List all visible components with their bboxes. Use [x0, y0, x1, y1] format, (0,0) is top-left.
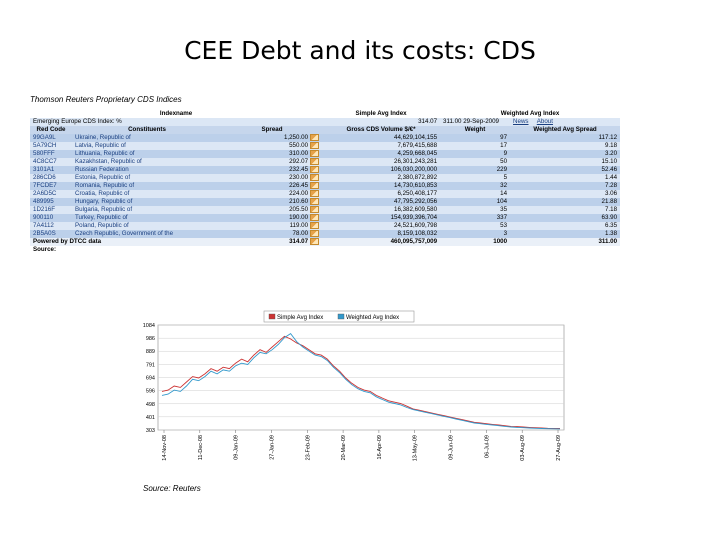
constituent-cell: Kazakhstan, Republic of — [72, 158, 222, 166]
spread-cell: 230.00 — [222, 174, 322, 182]
cds-chart — [132, 308, 578, 480]
cds-index-table — [30, 110, 620, 254]
chart-legend — [264, 311, 414, 322]
spread-cell: 119.00 — [222, 222, 322, 230]
constituent-cell: Estonia, Republic of — [72, 174, 222, 182]
index-weighted-value: 311.00 29-Sep-2009 — [440, 118, 510, 126]
x-tick-label: 16-Apr-09 — [376, 435, 383, 460]
volume-cell: 6,250,408,177 — [322, 190, 440, 198]
index-row — [30, 118, 620, 126]
y-tick-label: 1084 — [142, 323, 155, 329]
table-row — [30, 230, 620, 238]
volume-cell: 4,259,668,045 — [322, 150, 440, 158]
col-weight: Weight — [440, 126, 510, 134]
about-link[interactable]: About — [536, 117, 553, 125]
spread-cell: 190.00 — [222, 214, 322, 222]
mini-chart-icon[interactable] — [310, 238, 319, 245]
legend-label-weighted: Weighted Avg Index — [346, 315, 400, 321]
table-row — [30, 182, 620, 190]
total-label: Powered by DTCC data — [30, 238, 222, 246]
col-weighted-spread: Weighted Avg Spread — [510, 126, 620, 134]
constituent-cell: Ukraine, Republic of — [72, 134, 222, 142]
table-row — [30, 198, 620, 206]
col-constituents: Constituents — [72, 126, 222, 134]
table-row — [30, 174, 620, 182]
x-tick-label: 14-Nov-08 — [162, 435, 168, 461]
volume-cell: 8,159,108,032 — [322, 230, 440, 238]
table-footnote: Source: — [33, 246, 57, 254]
x-tick-label: 20-Mar-09 — [341, 435, 348, 461]
y-tick-label: 401 — [145, 414, 155, 421]
weight-cell: 14 — [440, 190, 510, 198]
weighted-spread-cell: 1.44 — [510, 174, 620, 182]
weighted-spread-cell: 3.06 — [510, 190, 620, 198]
red-code-cell: 2A6D5C — [30, 190, 72, 198]
table-row — [30, 214, 620, 222]
constituent-cell: Hungary, Republic of — [72, 198, 222, 206]
y-tick-label: 303 — [145, 428, 155, 434]
total-volume: 460,095,757,009 — [322, 238, 440, 246]
table-row — [30, 150, 620, 158]
weighted-spread-cell: 6.35 — [510, 222, 620, 230]
weight-cell: 17 — [440, 142, 510, 150]
x-tick-label: 09-Jun-09 — [448, 435, 455, 460]
table-row — [30, 206, 620, 214]
weighted-spread-cell: 63.90 — [510, 214, 620, 222]
x-tick-label: 23-Feb-09 — [305, 435, 312, 461]
volume-cell: 16,382,609,580 — [322, 206, 440, 214]
total-row — [30, 238, 620, 246]
weighted-spread-cell: 9.18 — [510, 142, 620, 150]
weight-cell: 32 — [440, 182, 510, 190]
col-volume: Gross CDS Volume $/€* — [322, 126, 440, 134]
red-code-cell: 489995 — [30, 198, 72, 206]
mini-chart-icon[interactable] — [310, 206, 319, 213]
spread-cell: 1,250.00 — [222, 134, 322, 142]
column-header-row — [30, 126, 620, 134]
x-tick-label: 27-Jan-09 — [269, 435, 276, 460]
volume-cell: 154,939,396,704 — [322, 214, 440, 222]
spread-cell: 224.00 — [222, 190, 322, 198]
table-row — [30, 134, 620, 142]
total-weighted-spread: 311.00 — [510, 238, 620, 246]
weight-cell: 97 — [440, 134, 510, 142]
volume-cell: 14,730,610,853 — [322, 182, 440, 190]
weighted-avg-header: Weighted Avg Index — [440, 110, 620, 118]
volume-cell: 106,030,200,000 — [322, 166, 440, 174]
mini-chart-icon[interactable] — [310, 142, 319, 149]
spread-cell: 210.60 — [222, 198, 322, 206]
volume-cell: 7,679,415,688 — [322, 142, 440, 150]
weight-cell: 35 — [440, 206, 510, 214]
spread-cell: 226.45 — [222, 182, 322, 190]
legend-swatch-weighted — [338, 314, 344, 319]
x-tick-label: 06-Jul-09 — [484, 435, 491, 458]
red-code-cell: 286CD6 — [30, 174, 72, 182]
mini-chart-icon[interactable] — [310, 150, 319, 157]
y-tick-label: 694 — [145, 375, 155, 382]
mini-chart-icon[interactable] — [310, 134, 319, 141]
x-tick-label: 03-Aug-09 — [520, 435, 527, 461]
red-code-cell: 2B5A0S — [30, 230, 72, 238]
index-links — [510, 118, 620, 126]
weight-cell: 104 — [440, 198, 510, 206]
table-row — [30, 166, 620, 174]
mini-chart-icon[interactable] — [310, 190, 319, 197]
weight-cell: 337 — [440, 214, 510, 222]
constituent-cell: Latvia, Republic of — [72, 142, 222, 150]
spread-cell: 205.50 — [222, 206, 322, 214]
weight-cell: 9 — [440, 150, 510, 158]
red-code-cell: 99GA9L — [30, 134, 72, 142]
mini-chart-icon[interactable] — [310, 174, 319, 181]
red-code-cell: 580FFF — [30, 150, 72, 158]
red-code-cell: 1D216F — [30, 206, 72, 214]
mini-chart-icon[interactable] — [310, 222, 319, 229]
spread-cell: 292.07 — [222, 158, 322, 166]
weighted-spread-cell: 1.38 — [510, 230, 620, 238]
volume-cell: 2,380,872,892 — [322, 174, 440, 182]
red-code-cell: 7A4112 — [30, 222, 72, 230]
mini-chart-icon[interactable] — [310, 182, 319, 189]
weight-cell: 229 — [440, 166, 510, 174]
constituent-cell: Lithuania, Republic of — [72, 150, 222, 158]
legend-label-simple: Simple Avg Index — [277, 315, 324, 321]
spread-cell: 78.00 — [222, 230, 322, 238]
constituent-cell: Romania, Republic of — [72, 182, 222, 190]
table-row — [30, 142, 620, 150]
simple-avg-header: Simple Avg Index — [322, 110, 440, 118]
constituent-cell: Turkey, Republic of — [72, 214, 222, 222]
x-tick-label: 27-Aug-09 — [556, 435, 562, 461]
red-code-cell: 4C8CC7 — [30, 158, 72, 166]
total-spread: 314.07 — [222, 238, 322, 246]
red-code-cell: 3101A1 — [30, 166, 72, 174]
mini-chart-icon[interactable] — [310, 230, 319, 237]
weighted-spread-cell: 7.28 — [510, 182, 620, 190]
table-row — [30, 158, 620, 166]
volume-cell: 44,629,104,155 — [322, 134, 440, 142]
constituent-rows — [30, 134, 620, 239]
mini-chart-icon[interactable] — [310, 158, 319, 165]
volume-cell: 47,795,292,056 — [322, 198, 440, 206]
y-tick-label: 791 — [145, 362, 155, 369]
y-tick-label: 498 — [145, 401, 155, 408]
mini-chart-icon[interactable] — [310, 214, 319, 221]
constituent-cell: Poland, Republic of — [72, 222, 222, 230]
source-note: Source: Reuters — [143, 484, 201, 493]
spread-cell: 232.45 — [222, 166, 322, 174]
slide-title: CEE Debt and its costs: CDS — [184, 36, 536, 65]
mini-chart-icon[interactable] — [310, 198, 319, 205]
y-tick-label: 596 — [145, 388, 155, 395]
weighted-spread-cell: 52.46 — [510, 166, 620, 174]
weighted-spread-cell: 3.20 — [510, 150, 620, 158]
spread-cell: 310.00 — [222, 150, 322, 158]
legend-swatch-simple — [269, 314, 275, 319]
red-code-cell: 900110 — [30, 214, 72, 222]
constituent-cell: Bulgaria, Republic of — [72, 206, 222, 214]
x-tick-label: 11-Dec-08 — [197, 435, 204, 461]
news-link[interactable]: News — [513, 117, 529, 125]
col-spread: Spread — [222, 126, 322, 134]
volume-cell: 26,301,243,281 — [322, 158, 440, 166]
constituent-cell: Russian Federation — [72, 166, 222, 174]
y-tick-label: 986 — [145, 336, 155, 343]
red-code-cell: 5A79CH — [30, 142, 72, 150]
x-tick-label: 13-May-09 — [412, 435, 419, 462]
constituent-cell: Croatia, Republic of — [72, 190, 222, 198]
index-simple-value: 314.07 — [322, 118, 440, 126]
weight-cell: 3 — [440, 230, 510, 238]
footnote-row — [30, 246, 620, 254]
spread-cell: 550.00 — [222, 142, 322, 150]
mini-chart-icon[interactable] — [310, 166, 319, 173]
volume-cell: 24,521,609,798 — [322, 222, 440, 230]
total-weight: 1000 — [440, 238, 510, 246]
constituent-cell: Czech Republic, Government of the — [72, 230, 222, 238]
weighted-spread-cell: 117.12 — [510, 134, 620, 142]
weighted-spread-cell: 15.10 — [510, 158, 620, 166]
y-tick-label: 889 — [145, 349, 155, 356]
weighted-spread-cell: 7.18 — [510, 206, 620, 214]
weighted-spread-cell: 21.88 — [510, 198, 620, 206]
col-red-code: Red Code — [30, 126, 72, 134]
index-name: Emerging Europe CDS Index: % — [30, 118, 322, 126]
table-top-header — [30, 110, 620, 118]
weight-cell: 50 — [440, 158, 510, 166]
x-tick-label: 09-Jan-09 — [233, 435, 240, 460]
table-heading: Thomson Reuters Proprietary CDS Indices — [30, 95, 182, 104]
weight-cell: 5 — [440, 174, 510, 182]
weight-cell: 53 — [440, 222, 510, 230]
indexname-header: Indexname — [30, 110, 322, 118]
cds-chart-svg — [132, 308, 578, 480]
red-code-cell: 7FCDE7 — [30, 182, 72, 190]
table-row — [30, 190, 620, 198]
table-row — [30, 222, 620, 230]
